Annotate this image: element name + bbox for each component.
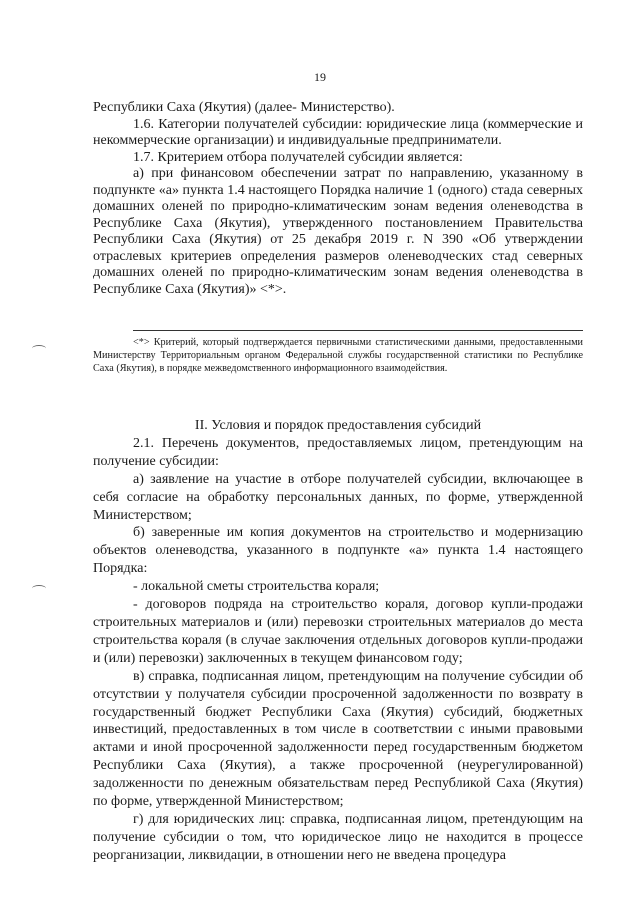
footnote-divider [133,330,583,331]
paragraph-2-1-v: в) справка, подписанная лицом, претендующим на получение субсидии об отсутствии у получателя субсидии просроченной задолженности по возврату в государственный бюджет Республики Саха (Якутия) субсидий, бюджетных инвестиций, предоставленных в том числе в соответствии с иными правовыми актами и иной просроченной задолженности перед государственным бюджетом Республики Саха (Якутия), а также просроченной (неурегулированной) задолженности по денежным обязательствам перед Республикой Саха (Якутия) по форме, утвержденной Министерством; [93,668,583,810]
list-item-estimate: - локальной сметы строительства кораля; [133,579,380,595]
margin-scan-mark [32,585,46,592]
section-title: II. Условия и порядок предоставления субсидий [194,418,482,433]
footnote [93,336,583,375]
paragraph-2-1-g: г) для юридических лиц: справка, подписанная лицом, претендующим на получение субсидии о том, что юридическое лицо не находится в процессе реорганизации, ликвидации, в отношении него не введена процедура [93,811,583,863]
margin-scan-mark [32,345,46,352]
intro-block [93,100,583,298]
paragraph-1-7: 1.7. Критерием отбора получателей субсидии является: [133,149,463,165]
list-item-contracts: - договоров подряда на строительство кораля, договор купли-продажи строительных материалов и (или) перевозки строительных материалов до места строительства кораля (в случае заключения отдельных договоров купли-продажи и (или) перевозки) заключенных в текущем финансовом году; [93,597,583,666]
paragraph-2-1: 2.1. Перечень документов, предоставляемых лицом, претендующим на получение субсидии: [93,435,583,469]
paragraph-1-6: 1.6. Категории получателей субсидии: юридические лица (коммерческие и некоммерческие организации) и индивидуальные предприниматели. [93,116,583,148]
footnote-text: <*> Критерий, который подтверждается первичными статистическими данными, предоставленными Министерству Территориальным органом Федеральной службы государственной статистики по Республике Саха (Якутия), в порядке межведомственного информационного взаимодействия. [93,337,583,374]
section-2 [93,417,583,865]
paragraph-1-7-a: а) при финансовом обеспечении затрат по направлению, указанному в подпункте «а» пункта 1.4 настоящего Порядка наличие 1 (одного) стада северных домашних оленей по природно-климатическим зонам ведения оленеводства в Республике Саха (Якутия), утвержденного постановлением Правительства Республики Саха (Якутия) от 25 декабря 2019 г. N 390 «Об утверждении отраслевых критериев определения размеров оленеводческих стад северных домашних оленей по природно-климатическим зонам ведения оленеводства в Республике Саха (Якутия)» <*>. [93,166,583,297]
page-number: 19 [314,70,326,84]
paragraph-2-1-a: а) заявление на участие в отборе получателей субсидии, включающее в себя согласие на обработку персональных данных, по форме, утвержденной Министерством; [93,471,583,523]
paragraph-continuation: Республики Саха (Якутия) (далее- Министерство). [93,100,395,115]
paragraph-2-1-b: б) заверенные им копия документов на строительство и модернизацию объектов оленеводства, указанного в подпункте «а» пункта 1.4 настоящего Порядка: [93,525,583,577]
